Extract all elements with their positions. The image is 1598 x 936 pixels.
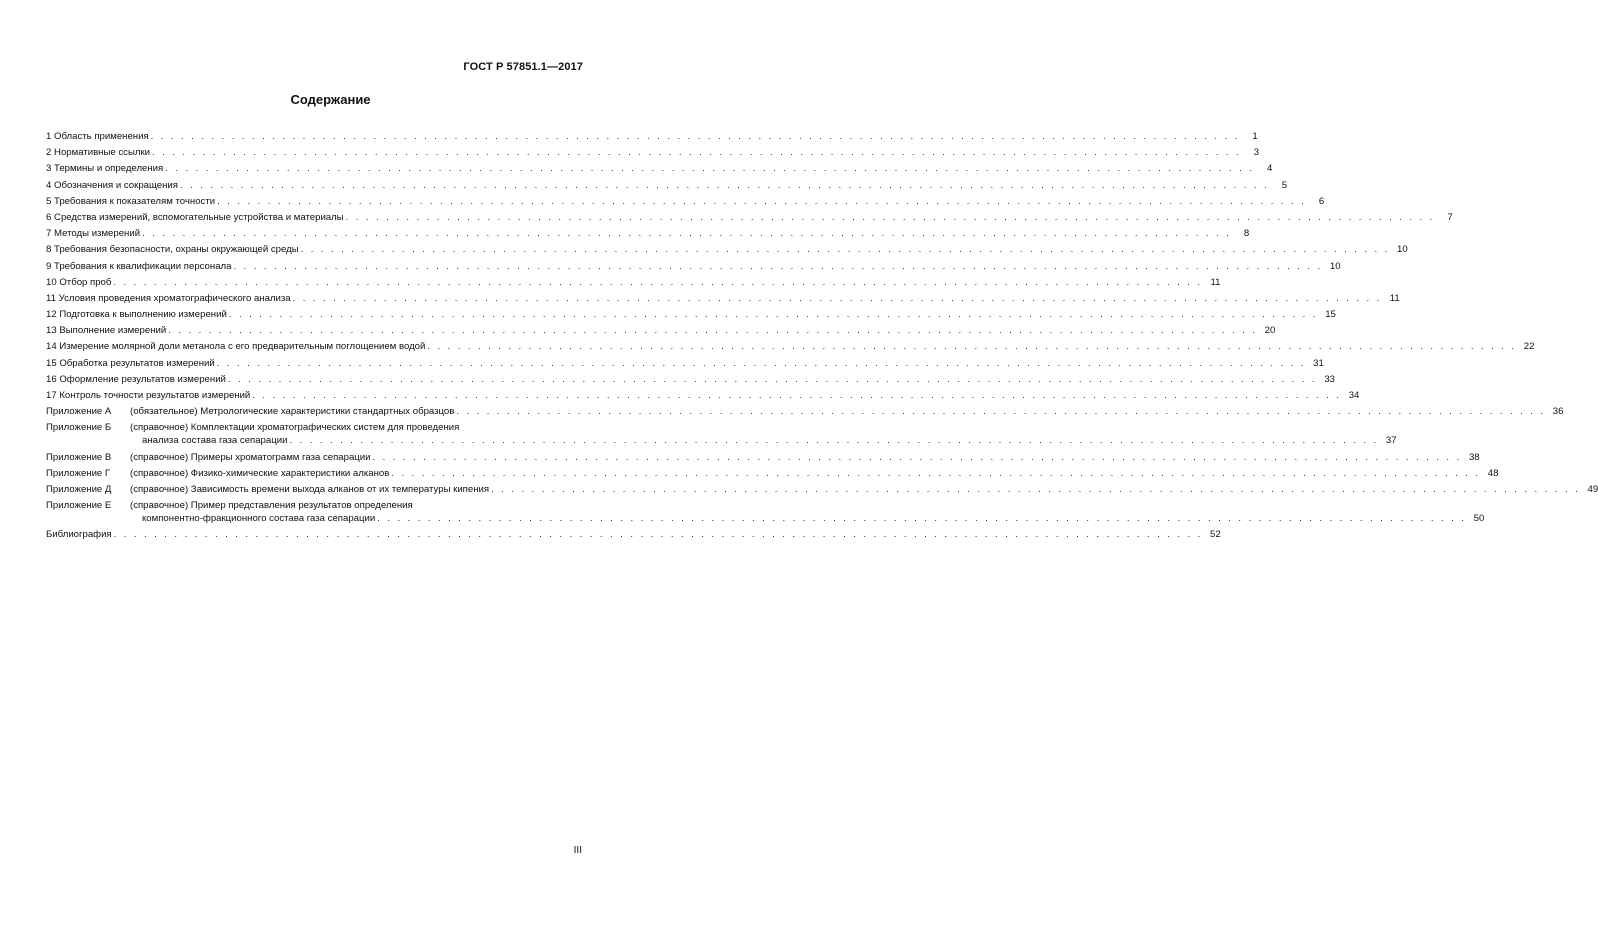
entry-title: Измерение молярной доли метанола с его предварительным поглощением водой [59, 341, 426, 353]
toc-bibliography-entry[interactable] [46, 528, 1221, 541]
leader-dots [228, 373, 1317, 386]
appendix-title: (обязательное) Метрологические характеристики стандартных образцов [130, 406, 455, 418]
entry-title: Термины и определения [54, 163, 164, 175]
entry-title: Средства измерений, вспомогательные устройства и материалы [54, 211, 344, 223]
leader-dots [229, 308, 1318, 321]
leader-dots [151, 130, 1240, 143]
leader-dots [293, 292, 1382, 305]
entry-page: 8 [1243, 228, 1250, 240]
appendix-title: (справочное) Пример представления результатов определения [130, 500, 413, 512]
toc-entry[interactable] [46, 146, 1260, 159]
leader-dots [427, 340, 1516, 353]
entry-title: Оформление результатов измерений [59, 373, 226, 385]
leader-dots [113, 276, 1202, 289]
table-of-contents [46, 130, 1598, 545]
entry-title: Требования к квалификации персонала [54, 260, 232, 272]
entry-number: 17 [46, 390, 57, 401]
entry-page: 15 [1325, 309, 1336, 321]
entry-number: 3 [46, 163, 52, 175]
leader-dots [114, 528, 1203, 541]
leader-dots [180, 179, 1269, 192]
toc-entry[interactable] [46, 357, 1324, 370]
entry-page: 52 [1210, 529, 1221, 541]
entry-page: 49 [1587, 483, 1598, 495]
toc-entry[interactable] [46, 130, 1258, 143]
page-number: III [573, 845, 582, 856]
toc-appendix-entry[interactable] [46, 499, 1485, 525]
entry-title: Контроль точности результатов измерений [59, 390, 251, 401]
entry-page: 3 [1253, 147, 1260, 159]
entry-page: 10 [1329, 260, 1341, 272]
toc-appendix-entry[interactable] [46, 451, 1480, 464]
entry-page: 34 [1348, 390, 1360, 401]
document-code: ГОСТ Р 57851.1—2017 [463, 61, 583, 73]
entry-number: 16 [46, 373, 57, 385]
entry-title: Условия проведения хроматографического анализа [58, 292, 291, 304]
entry-number: 7 [46, 228, 52, 240]
entry-number: 2 [46, 147, 52, 159]
entry-title: Методы измерений [54, 228, 141, 240]
entry-number: 15 [46, 357, 57, 369]
entry-number: 4 [46, 179, 52, 191]
toc-entry[interactable] [46, 308, 1336, 321]
toc-appendix-entry[interactable] [46, 483, 1598, 496]
leader-dots [165, 162, 1254, 175]
appendix-title-continued: компонентно-фракционного состава газа сепарации [142, 513, 376, 525]
toc-entry[interactable] [46, 243, 1408, 256]
toc-entry[interactable] [46, 179, 1288, 192]
entry-title: Требования безопасности, охраны окружающей среды [54, 244, 299, 256]
toc-entry[interactable] [46, 292, 1400, 305]
toc-entry[interactable] [46, 373, 1335, 386]
toc-entry[interactable] [46, 276, 1221, 289]
entry-title: Выполнение измерений [59, 325, 167, 337]
leader-dots [301, 243, 1390, 256]
toc-entry[interactable] [46, 340, 1535, 353]
leader-dots [217, 195, 1306, 208]
toc-appendix-entry[interactable] [46, 467, 1499, 480]
entry-title: Обработка результатов измерений [59, 357, 215, 369]
entry-number: 11 [46, 292, 56, 304]
entry-title: Требования к показателям точности [54, 195, 216, 207]
entry-title: Отбор проб [59, 276, 112, 288]
entry-page: 5 [1281, 179, 1288, 191]
entry-number: 9 [46, 260, 52, 272]
entry-number: 1 [46, 131, 52, 142]
entry-number: 10 [46, 276, 57, 288]
leader-dots [346, 211, 1435, 224]
appendix-label: Приложение В [46, 451, 112, 463]
entry-page: 1 [1252, 131, 1258, 142]
entry-page: 6 [1318, 195, 1325, 207]
entry-number: 12 [46, 309, 57, 321]
leader-dots [373, 451, 1462, 464]
appendix-title: (справочное) Физико-химические характеристики алканов [130, 467, 390, 479]
leader-dots [377, 512, 1466, 525]
entry-page: 50 [1473, 513, 1485, 525]
entry-page: 33 [1324, 373, 1335, 385]
toc-entry[interactable] [46, 227, 1250, 240]
leader-dots [456, 405, 1545, 418]
leader-dots [233, 260, 1322, 273]
entry-title: Обозначения и сокращения [54, 179, 178, 191]
entry-page: 31 [1313, 357, 1324, 369]
entry-number: 13 [46, 325, 57, 337]
bibliography-title: Библиография [46, 529, 112, 541]
entry-page: 7 [1447, 211, 1453, 223]
toc-entry[interactable] [46, 195, 1325, 208]
entry-page: 48 [1487, 467, 1499, 479]
entry-title: Нормативные ссылки [54, 147, 151, 159]
entry-page: 4 [1266, 163, 1273, 175]
entry-number: 8 [46, 244, 52, 256]
entry-page: 37 [1385, 435, 1397, 447]
toc-entry[interactable] [46, 260, 1341, 273]
entry-page: 10 [1397, 244, 1408, 256]
entry-page: 36 [1552, 406, 1564, 418]
entry-page: 22 [1523, 341, 1535, 353]
appendix-label: Приложение А [46, 406, 112, 418]
entry-page: 11 [1210, 276, 1221, 288]
entry-title: Подготовка к выполнению измерений [59, 309, 227, 321]
appendix-label: Приложение Г [46, 467, 111, 479]
toc-entry[interactable] [46, 211, 1453, 224]
entry-number: 14 [46, 341, 57, 353]
leader-dots [142, 227, 1231, 240]
entry-page: 11 [1389, 292, 1400, 304]
appendix-title: (справочное) Примеры хроматограмм газа сепарации [130, 451, 371, 463]
appendix-title: (справочное) Зависимость времени выхода алканов от их температуры кипения [130, 483, 490, 495]
leader-dots [152, 146, 1241, 159]
leader-dots [391, 467, 1480, 480]
leader-dots [168, 324, 1257, 337]
appendix-label: Приложение Е [46, 500, 112, 512]
entry-number: 6 [46, 211, 52, 223]
appendix-title: (справочное) Комплектации хроматографических систем для проведения [130, 422, 460, 434]
leader-dots [252, 389, 1341, 402]
toc-entry[interactable] [46, 324, 1276, 337]
appendix-title-continued: анализа состава газа сепарации [142, 435, 288, 447]
appendix-label: Приложение Б [46, 422, 112, 434]
toc-appendix-entry[interactable] [46, 405, 1564, 418]
entry-page: 38 [1468, 451, 1480, 463]
toc-appendix-entry[interactable] [46, 421, 1397, 447]
leader-dots [491, 483, 1580, 496]
toc-entry[interactable] [46, 162, 1273, 175]
entry-page: 20 [1264, 325, 1276, 337]
entry-title: Область применения [54, 131, 149, 142]
leader-dots [217, 357, 1306, 370]
appendix-label: Приложение Д [46, 483, 112, 495]
toc-title: Содержание [290, 92, 371, 107]
entry-number: 5 [46, 195, 52, 207]
toc-entry[interactable] [46, 389, 1360, 402]
leader-dots [289, 434, 1378, 447]
